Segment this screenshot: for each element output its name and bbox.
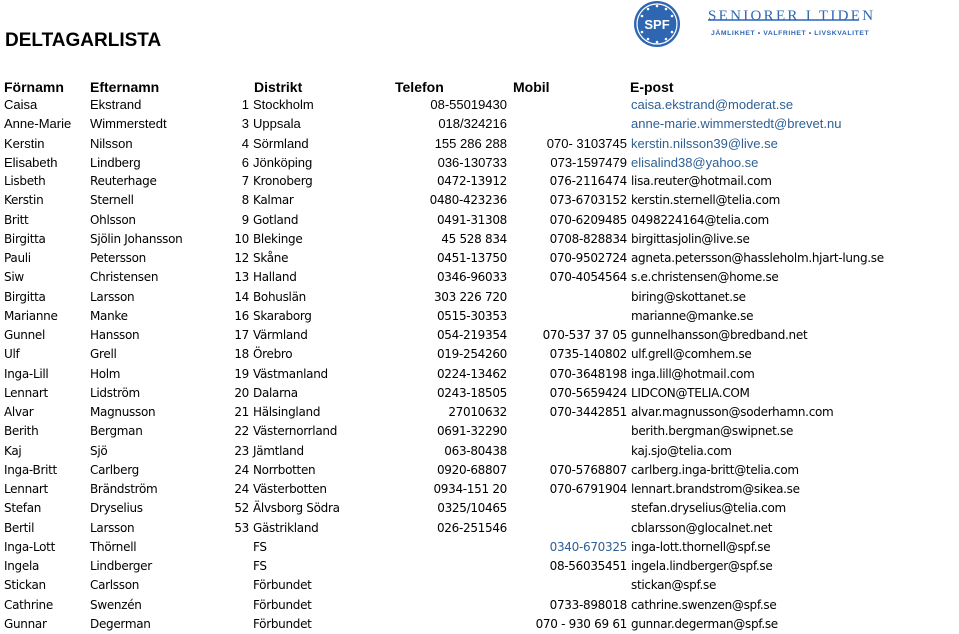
district-cell: Kalmar xyxy=(253,193,294,207)
phone-cell: 303 226 720 xyxy=(433,290,507,304)
district-number-cell: 9 xyxy=(241,213,249,227)
district-number-cell: 14 xyxy=(234,290,249,304)
table-row xyxy=(0,461,959,480)
email-cell[interactable]: lennart.brandstrom@sikea.se xyxy=(631,482,800,496)
header-last-name: Efternamn xyxy=(90,79,160,95)
phone-cell: 0472-13912 xyxy=(436,174,507,188)
first-name-cell: Elisabeth xyxy=(4,155,58,170)
email-cell[interactable]: kerstin.sternell@telia.com xyxy=(631,193,781,207)
table-row xyxy=(0,519,959,538)
mobile-cell: 073-1597479 xyxy=(550,155,627,170)
email-cell[interactable]: agneta.petersson@hassleholm.hjart-lung.se xyxy=(631,251,884,265)
header-district: Distrikt xyxy=(254,79,303,95)
phone-cell: 063-80438 xyxy=(444,444,507,458)
last-name-cell: Swenzén xyxy=(90,598,142,612)
last-name-cell: Petersson xyxy=(90,251,146,265)
last-name-cell: Sjö xyxy=(90,444,108,458)
email-cell[interactable]: gunnelhansson@bredband.net xyxy=(631,328,808,342)
last-name-cell: Sternell xyxy=(90,193,134,207)
email-cell[interactable]: inga-lott.thornell@spf.se xyxy=(631,540,771,554)
email-cell[interactable]: kaj.sjo@telia.com xyxy=(631,444,732,458)
phone-cell: 0491-31308 xyxy=(436,213,507,227)
email-cell[interactable]: anne-marie.wimmerstedt@brevet.nu xyxy=(631,116,842,131)
phone-cell: 0480-423236 xyxy=(429,193,507,207)
phone-cell: 0515-30353 xyxy=(436,309,507,323)
district-cell: Halland xyxy=(253,270,297,284)
logo-name: SENIORER I TIDEN xyxy=(708,8,876,24)
last-name-cell: Lindberger xyxy=(90,559,152,573)
email-cell[interactable]: stickan@spf.se xyxy=(631,578,717,592)
district-cell: Älvsborg Södra xyxy=(253,501,340,515)
first-name-cell: Gunnel xyxy=(4,328,46,342)
district-number-cell: 52 xyxy=(234,501,249,515)
first-name-cell: Bertil xyxy=(4,521,35,535)
last-name-cell: Nilsson xyxy=(90,136,133,151)
district-number-cell: 12 xyxy=(234,251,249,265)
mobile-cell: 070-6791904 xyxy=(549,482,627,496)
last-name-cell: Brändström xyxy=(90,482,158,496)
mobile-cell: 0340-670325 xyxy=(549,540,627,554)
email-cell[interactable]: lisa.reuter@hotmail.com xyxy=(631,174,772,188)
table-row xyxy=(0,480,959,499)
district-cell: Bohuslän xyxy=(253,290,306,304)
district-number-cell: 4 xyxy=(241,136,249,151)
first-name-cell: Inga-Lott xyxy=(4,540,55,554)
phone-cell: 026-251546 xyxy=(436,521,507,535)
first-name-cell: Birgitta xyxy=(4,232,46,246)
district-cell: Värmland xyxy=(253,328,308,342)
last-name-cell: Wimmerstedt xyxy=(90,116,167,131)
table-row xyxy=(0,288,959,307)
table-row xyxy=(0,365,959,384)
email-cell[interactable]: caisa.ekstrand@moderat.se xyxy=(631,97,794,112)
district-cell: Norrbotten xyxy=(253,463,316,477)
mobile-cell: 070-3648198 xyxy=(549,367,627,381)
svg-text:SPF: SPF xyxy=(644,17,670,32)
table-row xyxy=(0,403,959,422)
email-cell[interactable]: berith.bergman@swipnet.se xyxy=(631,424,794,438)
table-row xyxy=(0,211,959,230)
first-name-cell: Cathrine xyxy=(4,598,53,612)
phone-cell: 0920-68807 xyxy=(436,463,507,477)
district-number-cell: 53 xyxy=(234,521,249,535)
first-name-cell: Lennart xyxy=(4,386,48,400)
last-name-cell: Hansson xyxy=(90,328,140,342)
last-name-cell: Larsson xyxy=(90,290,135,304)
district-number-cell: 21 xyxy=(234,405,249,419)
district-number-cell: 8 xyxy=(241,193,249,207)
district-number-cell: 23 xyxy=(234,444,249,458)
table-row xyxy=(0,134,959,153)
district-cell: Förbundet xyxy=(253,617,312,631)
mobile-cell: 076-2116474 xyxy=(549,174,627,188)
last-name-cell: Thörnell xyxy=(90,540,137,554)
first-name-cell: Alvar xyxy=(4,405,34,419)
page-title: DELTAGARLISTA xyxy=(5,30,162,51)
last-name-cell: Larsson xyxy=(90,521,135,535)
district-number-cell: 20 xyxy=(234,386,249,400)
table-row xyxy=(0,422,959,441)
district-cell: Dalarna xyxy=(253,386,298,400)
last-name-cell: Holm xyxy=(90,367,121,381)
first-name-cell: Lisbeth xyxy=(4,174,46,188)
table-row xyxy=(0,442,959,461)
district-number-cell: 24 xyxy=(234,463,249,477)
last-name-cell: Carlsson xyxy=(90,578,140,592)
mobile-cell: 070-3442851 xyxy=(549,405,627,419)
email-cell[interactable]: gunnar.degerman@spf.se xyxy=(631,617,778,631)
district-cell: Jämtland xyxy=(253,444,304,458)
table-row xyxy=(0,268,959,287)
phone-cell: 155 286 288 xyxy=(434,136,507,151)
phone-cell: 08-55019430 xyxy=(430,97,507,112)
first-name-cell: Lennart xyxy=(4,482,48,496)
district-number-cell: 16 xyxy=(234,309,249,323)
district-cell: Uppsala xyxy=(253,116,301,131)
email-cell[interactable]: ingela.lindberger@spf.se xyxy=(631,559,773,573)
email-cell[interactable]: inga.lill@hotmail.com xyxy=(631,367,755,381)
email-cell[interactable]: 0498224164@telia.com xyxy=(631,213,769,227)
last-name-cell: Reuterhage xyxy=(90,174,157,188)
district-cell: Stockholm xyxy=(253,97,314,112)
first-name-cell: Ulf xyxy=(4,347,20,361)
table-row xyxy=(0,95,959,114)
mobile-cell: 070-537 37 05 xyxy=(542,328,627,342)
last-name-cell: Ohlsson xyxy=(90,213,136,227)
email-cell[interactable]: LIDCON@TELIA.COM xyxy=(631,386,750,400)
district-cell: FS xyxy=(253,540,267,554)
email-cell[interactable]: marianne@manke.se xyxy=(631,309,754,323)
district-cell: Kronoberg xyxy=(253,174,313,188)
last-name-cell: Christensen xyxy=(90,270,159,284)
last-name-cell: Lidström xyxy=(90,386,140,400)
district-number-cell: 17 xyxy=(234,328,249,342)
table-row xyxy=(0,326,959,345)
first-name-cell: Caisa xyxy=(4,97,38,112)
phone-cell: 019-254260 xyxy=(436,347,507,361)
table-row xyxy=(0,596,959,615)
district-cell: Förbundet xyxy=(253,578,312,592)
district-number-cell: 6 xyxy=(241,155,249,170)
district-cell: Västmanland xyxy=(253,367,328,381)
district-number-cell: 24 xyxy=(234,482,249,496)
mobile-cell: 070-5768807 xyxy=(549,463,627,477)
district-cell: Förbundet xyxy=(253,598,312,612)
first-name-cell: Pauli xyxy=(4,251,31,265)
district-cell: Sörmland xyxy=(253,136,309,151)
mobile-cell: 0733-898018 xyxy=(549,598,627,612)
last-name-cell: Lindberg xyxy=(90,155,141,170)
district-cell: Örebro xyxy=(253,347,293,361)
mobile-cell: 070-9502724 xyxy=(549,251,627,265)
email-cell[interactable]: elisalind38@yahoo.se xyxy=(631,155,759,170)
first-name-cell: Britt xyxy=(4,213,29,227)
mobile-cell: 070-5659424 xyxy=(549,386,627,400)
email-cell[interactable]: carlberg.inga-britt@telia.com xyxy=(631,463,799,477)
phone-cell: 27010632 xyxy=(448,405,507,419)
email-cell[interactable]: birgittasjolin@live.se xyxy=(631,232,750,246)
table-row xyxy=(0,191,959,210)
district-cell: Västerbotten xyxy=(253,482,327,496)
district-cell: Västernorrland xyxy=(253,424,338,438)
district-cell: Blekinge xyxy=(253,232,303,246)
email-cell[interactable]: ulf.grell@comhem.se xyxy=(631,347,752,361)
first-name-cell: Kerstin xyxy=(4,136,45,151)
phone-cell: 0325/10465 xyxy=(437,501,507,515)
first-name-cell: Inga-Lill xyxy=(4,367,49,381)
mobile-cell: 070-6209485 xyxy=(549,213,627,227)
district-cell: Gotland xyxy=(253,213,299,227)
last-name-cell: Ekstrand xyxy=(90,97,142,112)
table-row xyxy=(0,307,959,326)
table-row xyxy=(0,230,959,249)
first-name-cell: Ingela xyxy=(4,559,40,573)
district-cell: Skaraborg xyxy=(253,309,312,323)
phone-cell: 0243-18505 xyxy=(436,386,507,400)
header-mobile: Mobil xyxy=(513,79,550,95)
email-cell[interactable]: cblarsson@glocalnet.net xyxy=(631,521,773,535)
phone-cell: 0691-32290 xyxy=(436,424,507,438)
mobile-cell: 08-56035451 xyxy=(549,559,627,573)
district-number-cell: 1 xyxy=(241,97,249,112)
last-name-cell: Dryselius xyxy=(90,501,143,515)
first-name-cell: Berith xyxy=(4,424,39,438)
mobile-cell: 070- 3103745 xyxy=(546,136,627,151)
table-row xyxy=(0,615,959,634)
first-name-cell: Birgitta xyxy=(4,290,46,304)
phone-cell: 0934-151 20 xyxy=(433,482,507,496)
email-cell[interactable]: cathrine.swenzen@spf.se xyxy=(631,598,777,612)
district-number-cell: 10 xyxy=(234,232,249,246)
phone-cell: 054-219354 xyxy=(436,328,507,342)
first-name-cell: Siw xyxy=(4,270,24,284)
logo-tagline: JÄMLIKHET • VALFRIHET • LIVSKVALITET xyxy=(711,30,870,37)
mobile-cell: 070 - 930 69 61 xyxy=(535,617,627,631)
email-cell[interactable]: s.e.christensen@home.se xyxy=(631,270,779,284)
first-name-cell: Kerstin xyxy=(4,193,44,207)
district-cell: Skåne xyxy=(253,251,289,265)
first-name-cell: Kaj xyxy=(4,444,22,458)
email-cell[interactable]: biring@skottanet.se xyxy=(631,290,746,304)
district-cell: Gästrikland xyxy=(253,521,319,535)
table-row xyxy=(0,114,959,133)
phone-cell: 0346-96033 xyxy=(436,270,507,284)
mobile-cell: 070-4054564 xyxy=(549,270,627,284)
table-row xyxy=(0,576,959,595)
last-name-cell: Magnusson xyxy=(90,405,156,419)
first-name-cell: Stickan xyxy=(4,578,46,592)
table-row xyxy=(0,249,959,268)
district-number-cell: 13 xyxy=(234,270,249,284)
table-row xyxy=(0,384,959,403)
last-name-cell: Sjölin Johansson xyxy=(90,232,183,246)
last-name-cell: Carlberg xyxy=(90,463,139,477)
table-row xyxy=(0,499,959,518)
table-row xyxy=(0,557,959,576)
table-row xyxy=(0,538,959,557)
email-cell[interactable]: alvar.magnusson@soderhamn.com xyxy=(631,405,834,419)
header-first-name: Förnamn xyxy=(4,79,64,95)
first-name-cell: Marianne xyxy=(4,309,58,323)
mobile-cell: 0735-140802 xyxy=(549,347,627,361)
district-number-cell: 7 xyxy=(241,174,249,188)
email-cell[interactable]: stefan.dryselius@telia.com xyxy=(631,501,786,515)
email-cell[interactable]: kerstin.nilsson39@live.se xyxy=(631,136,778,151)
header-email: E-post xyxy=(630,79,674,95)
phone-cell: 0224-13462 xyxy=(436,367,507,381)
mobile-cell: 0708-828834 xyxy=(549,232,627,246)
last-name-cell: Bergman xyxy=(90,424,143,438)
district-cell: FS xyxy=(253,559,267,573)
phone-cell: 018/324216 xyxy=(438,116,507,131)
last-name-cell: Manke xyxy=(90,309,128,323)
first-name-cell: Anne-Marie xyxy=(4,116,72,131)
phone-cell: 45 528 834 xyxy=(441,232,507,246)
table-row xyxy=(0,153,959,172)
district-cell: Jönköping xyxy=(253,155,313,170)
district-cell: Hälsingland xyxy=(253,405,321,419)
header-phone: Telefon xyxy=(395,79,444,95)
district-number-cell: 22 xyxy=(234,424,249,438)
last-name-cell: Degerman xyxy=(90,617,151,631)
phone-cell: 036-130733 xyxy=(437,155,507,170)
first-name-cell: Stefan xyxy=(4,501,42,515)
last-name-cell: Grell xyxy=(90,347,117,361)
phone-cell: 0451-13750 xyxy=(436,251,507,265)
district-number-cell: 18 xyxy=(234,347,249,361)
table-row xyxy=(0,172,959,191)
district-number-cell: 19 xyxy=(234,367,249,381)
table-row xyxy=(0,345,959,364)
mobile-cell: 073-6703152 xyxy=(549,193,627,207)
first-name-cell: Inga-Britt xyxy=(4,463,57,477)
first-name-cell: Gunnar xyxy=(4,617,47,631)
district-number-cell: 3 xyxy=(241,116,249,131)
